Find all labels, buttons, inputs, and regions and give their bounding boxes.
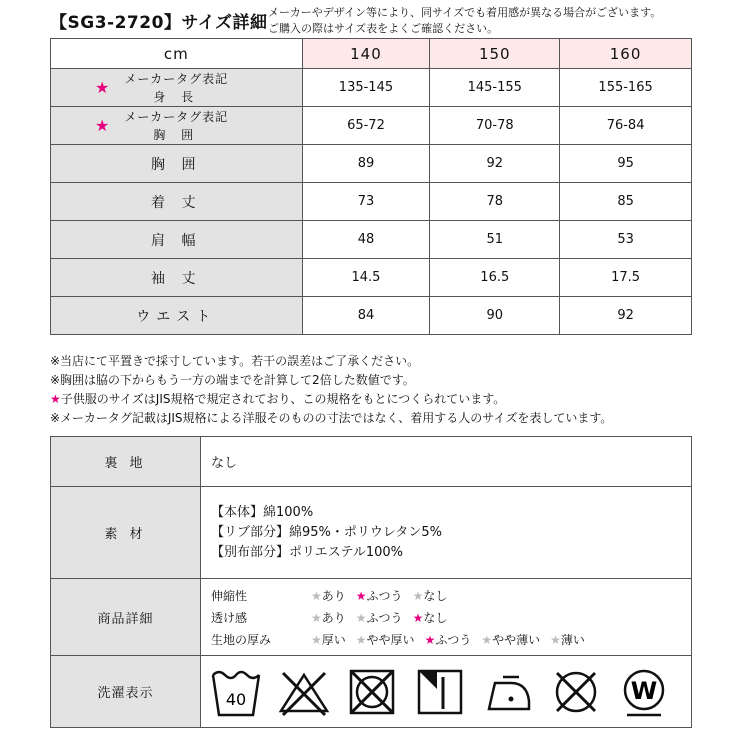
size-header: 140 (302, 39, 430, 69)
lining-value: なし (201, 437, 692, 487)
cell: 145-155 (430, 69, 560, 107)
cell: 155-165 (560, 69, 692, 107)
material-value: 【本体】綿100% 【リブ部分】綿95%・ポリウレタン5% 【別布部分】ポリエステル100% (201, 487, 692, 579)
table-row (51, 69, 692, 107)
row-label: 胸 囲 (51, 145, 303, 183)
cell: 70-78 (430, 107, 560, 145)
unit-label: cm (51, 39, 303, 69)
size-header: 150 (430, 39, 560, 69)
cell: 16.5 (430, 259, 560, 297)
svg-text:40: 40 (225, 689, 247, 709)
cell: 73 (302, 183, 430, 221)
wash-row (51, 656, 692, 728)
table-row (51, 107, 692, 145)
cell: 92 (430, 145, 560, 183)
star-icon: ★ (412, 610, 424, 625)
row-label: 着 丈 (51, 183, 303, 221)
row-label: ★ メーカータグ表記 身 長 (51, 69, 303, 107)
svg-text:W: W (630, 676, 658, 705)
material-label: 素 材 (51, 487, 201, 579)
detail-value (201, 579, 692, 656)
size-table (50, 38, 692, 335)
wet-clean-icon (617, 665, 671, 719)
row-label: ★ メーカータグ表記 胸 囲 (51, 107, 303, 145)
star-icon: ★ (50, 392, 61, 406)
star-icon: ★ (550, 632, 561, 647)
star-icon: ★ (95, 77, 110, 97)
cell: 85 (560, 183, 692, 221)
detail-sheer: 透け感 ★あり ★ふつう ★なし (211, 610, 448, 625)
star-icon: ★ (424, 632, 436, 647)
cell: 14.5 (302, 259, 430, 297)
star-icon: ★ (311, 632, 322, 647)
star-icon: ★ (481, 632, 493, 647)
detail-thickness: 生地の厚み ★厚い ★やや厚い ★ふつう ★やや薄い ★薄い (211, 632, 585, 647)
notice: メーカーやデザイン等により、同サイズでも着用感が異なる場合がございます。 ご購入の際はサイズ表をよくご確認ください。 (268, 6, 662, 35)
size-notes: ※当店にて平置きで採寸しています。若干の誤差はご了承ください。 ※胸囲は脇の下からもう一方の端までを計算して2倍した数値です。 ★子供服のサイズはJIS規格で規定されており、この規格をもとにつくられています。 ※メーカータグ記載はJIS規格による洋服そのものの寸法ではなく、着用する人のサイズを表しています。 (50, 354, 613, 425)
cell: 53 (560, 221, 692, 259)
no-dry-clean-icon (549, 665, 603, 719)
material-row (51, 487, 692, 579)
row-label: 肩 幅 (51, 221, 303, 259)
cell: 95 (560, 145, 692, 183)
star-icon: ★ (95, 115, 110, 135)
spec-table (50, 436, 692, 728)
cell: 89 (302, 145, 430, 183)
cell: 92 (560, 297, 692, 335)
cell: 78 (430, 183, 560, 221)
size-header-row (51, 39, 692, 69)
lining-label: 裏 地 (51, 437, 201, 487)
star-icon: ★ (412, 588, 424, 603)
cell: 17.5 (560, 259, 692, 297)
wash-40-icon (209, 665, 263, 719)
line-dry-shade-icon (413, 665, 467, 719)
page-title: 【SG3-2720】サイズ詳細 (50, 13, 268, 33)
detail-row (51, 579, 692, 656)
star-icon: ★ (311, 588, 322, 603)
no-tumble-dry-icon (345, 665, 399, 719)
star-icon: ★ (355, 588, 367, 603)
detail-label: 商品詳細 (51, 579, 201, 656)
table-row (51, 259, 692, 297)
table-row (51, 297, 692, 335)
table-row (51, 183, 692, 221)
row-label: ウエスト (51, 297, 303, 335)
star-icon: ★ (355, 632, 367, 647)
detail-stretch: 伸縮性 ★あり ★ふつう ★なし (211, 588, 448, 603)
cell: 135-145 (302, 69, 430, 107)
table-row (51, 221, 692, 259)
size-header: 160 (560, 39, 692, 69)
row-label: 袖 丈 (51, 259, 303, 297)
cell: 84 (302, 297, 430, 335)
cell: 65-72 (302, 107, 430, 145)
wash-label: 洗濯表示 (51, 656, 201, 728)
wash-icons (201, 656, 692, 728)
cell: 90 (430, 297, 560, 335)
star-icon: ★ (355, 610, 367, 625)
iron-low-icon (481, 665, 535, 719)
star-icon: ★ (311, 610, 322, 625)
cell: 76-84 (560, 107, 692, 145)
no-bleach-icon (277, 665, 331, 719)
cell: 48 (302, 221, 430, 259)
cell: 51 (430, 221, 560, 259)
lining-row (51, 437, 692, 487)
table-row (51, 145, 692, 183)
